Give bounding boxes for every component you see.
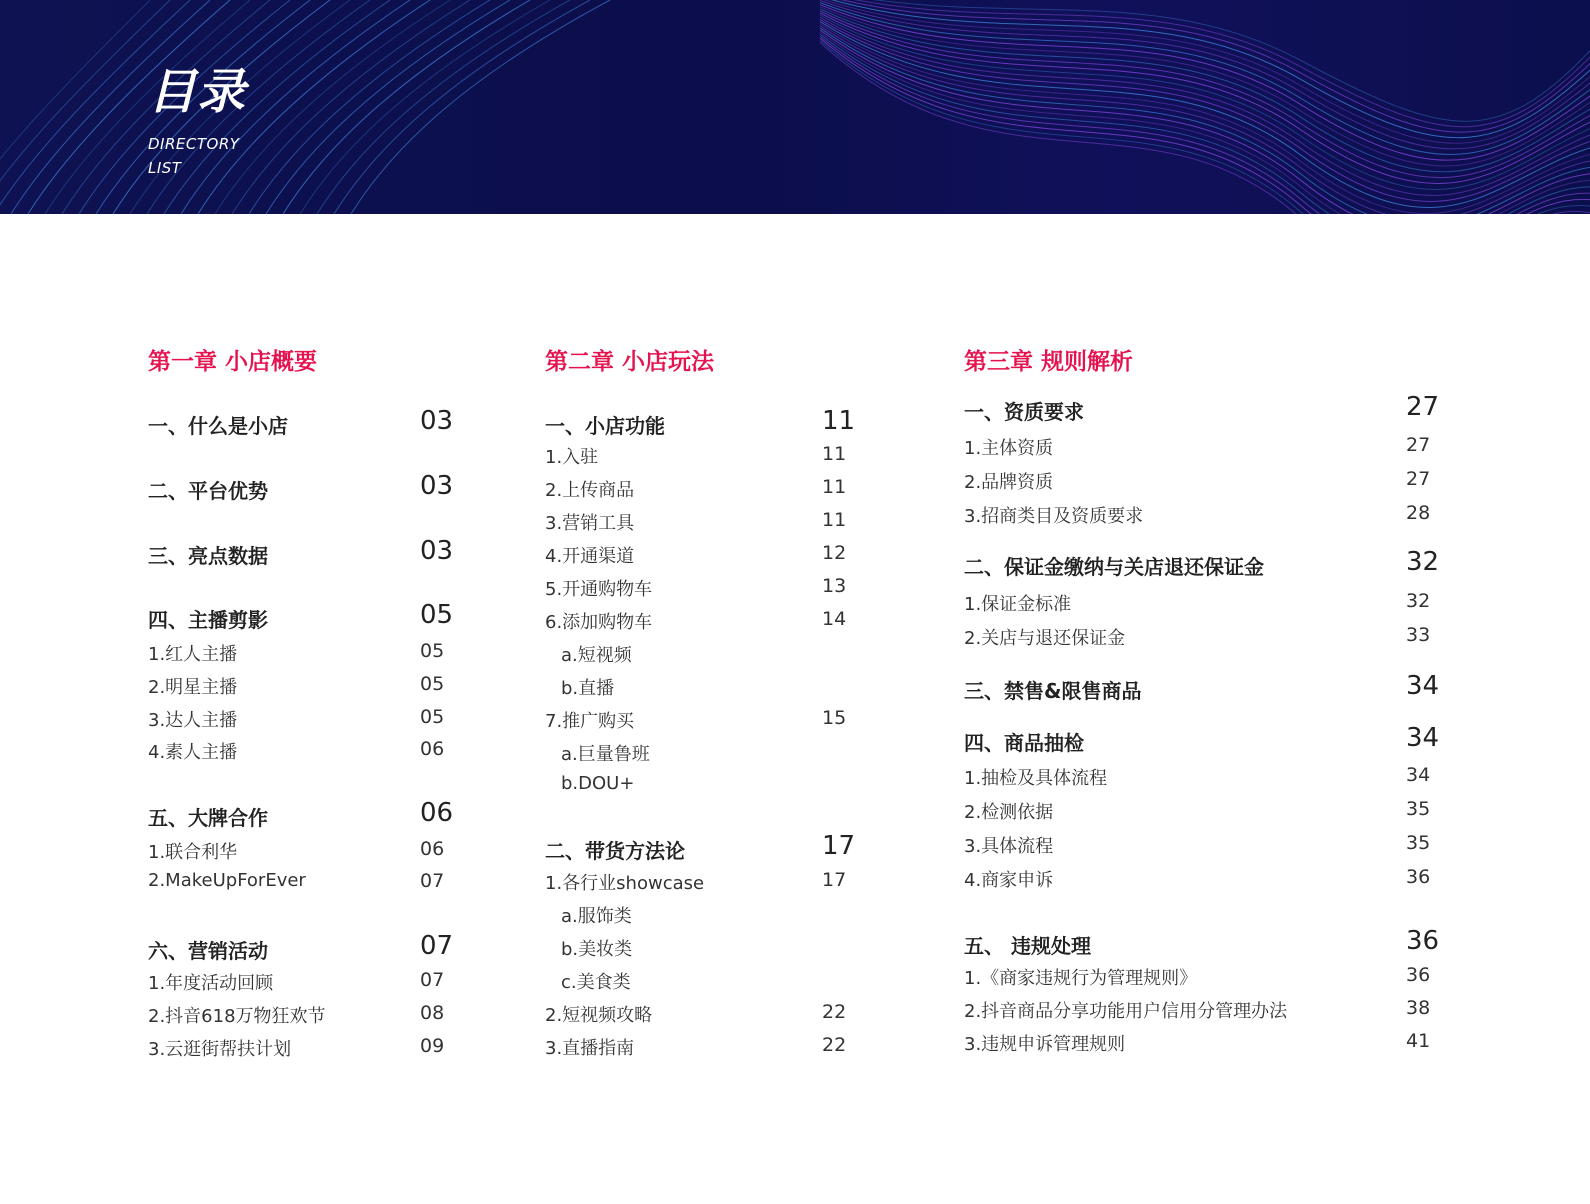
toc-entry-label: 1.联合利华 xyxy=(148,842,238,863)
toc-entry-item[interactable] xyxy=(964,1030,1125,1056)
toc-entry-label: 五、 违规处理 xyxy=(964,934,1091,958)
toc-entry-page: 07 xyxy=(420,931,454,961)
toc-entry-section[interactable] xyxy=(545,835,685,864)
toc-entry-page: 27 xyxy=(1406,392,1440,422)
page-subtitle-line2: LIST xyxy=(148,159,182,177)
header-banner xyxy=(0,0,1590,214)
wave-line xyxy=(820,32,1590,214)
toc-entry-page: 06 xyxy=(420,838,445,860)
title-block xyxy=(148,62,246,180)
toc-entry-item[interactable] xyxy=(964,997,1287,1023)
toc-entry-page: 05 xyxy=(420,600,454,630)
toc-entry-item[interactable] xyxy=(964,798,1053,824)
toc-entry-page: 17 xyxy=(822,831,856,861)
toc-entry-page: 34 xyxy=(1406,764,1431,786)
toc-entry-page: 08 xyxy=(420,1002,445,1024)
toc-entry-label: 二、带货方法论 xyxy=(545,839,685,863)
toc-entry-page: 34 xyxy=(1406,723,1440,753)
toc-entry-section[interactable] xyxy=(148,475,268,504)
toc-entry-label: 五、大牌合作 xyxy=(148,806,268,830)
toc-entry-page: 36 xyxy=(1406,926,1440,956)
toc-entry-label: 1.年度活动回顾 xyxy=(148,973,274,994)
toc-entry-section[interactable] xyxy=(964,675,1141,704)
toc-entry-label: 2.短视频攻略 xyxy=(545,1005,653,1026)
toc-entry-section[interactable] xyxy=(148,540,268,569)
toc-entry-item[interactable] xyxy=(964,832,1053,858)
toc-entry-page: 33 xyxy=(1406,624,1431,646)
toc-entry-item[interactable] xyxy=(545,608,652,634)
toc-entry-label: a.巨量鲁班 xyxy=(561,744,650,765)
toc-entry-label: 一、资质要求 xyxy=(964,400,1084,424)
toc-entry-page: 36 xyxy=(1406,866,1431,888)
toc-entry-item[interactable] xyxy=(964,468,1053,494)
toc-entry-page: 32 xyxy=(1406,590,1431,612)
toc-entry-page: 36 xyxy=(1406,964,1431,986)
toc-entry-label: 1.主体资质 xyxy=(964,438,1054,459)
toc-entry-label: 2.抖音618万物狂欢节 xyxy=(148,1006,326,1027)
toc-entry-sub[interactable] xyxy=(545,902,632,928)
toc-entry-item[interactable] xyxy=(148,838,237,864)
wave-line xyxy=(249,0,490,214)
toc-entry-page: 07 xyxy=(420,969,445,991)
toc-entry-label: b.美妆类 xyxy=(561,939,633,960)
toc-entry-label: 4.开通渠道 xyxy=(545,546,635,567)
toc-entry-label: 一、小店功能 xyxy=(545,414,665,438)
toc-entry-label: 2.上传商品 xyxy=(545,480,635,501)
toc-entry-label: 1.抽检及具体流程 xyxy=(964,768,1108,789)
toc-entry-section[interactable] xyxy=(148,410,288,439)
wave-line xyxy=(334,0,590,214)
page-title: 目录 xyxy=(148,64,247,120)
toc-entry-label: 1.各行业showcase xyxy=(545,873,705,894)
toc-entry-sub[interactable] xyxy=(545,740,650,766)
toc-entry-label: 2.关店与退还保证金 xyxy=(964,628,1126,649)
toc-entry-label: 3.违规申诉管理规则 xyxy=(964,1034,1126,1055)
toc-entry-page: 14 xyxy=(822,608,847,630)
toc-entry-page: 13 xyxy=(822,575,847,597)
toc-entry-section[interactable] xyxy=(964,930,1091,959)
toc-entry-label: 四、主播剪影 xyxy=(148,608,268,632)
toc-entry-item[interactable] xyxy=(964,502,1143,528)
toc-entry-label: a.短视频 xyxy=(561,645,632,666)
chapter-title: 第一章 小店概要 xyxy=(148,349,318,375)
toc-entry-section[interactable] xyxy=(964,551,1264,580)
toc-entry-page: 34 xyxy=(1406,671,1440,701)
toc-entry-page: 15 xyxy=(822,707,847,729)
toc-entry-item[interactable] xyxy=(148,1035,291,1061)
wave-line xyxy=(317,0,570,214)
toc-entry-label: 4.商家申诉 xyxy=(964,870,1054,891)
toc-entry-label: b.DOU+ xyxy=(561,773,635,794)
wave-line xyxy=(300,0,550,214)
toc-entry-page: 38 xyxy=(1406,997,1431,1019)
toc-entry-item[interactable] xyxy=(545,509,634,535)
toc-entry-item[interactable] xyxy=(545,476,634,502)
toc-entry-item[interactable] xyxy=(964,764,1107,790)
toc-entry-item[interactable] xyxy=(964,964,1197,990)
toc-entry-page: 11 xyxy=(822,443,847,465)
toc-entry-label: 二、保证金缴纳与关店退还保证金 xyxy=(964,555,1264,579)
toc-entry-page: 03 xyxy=(420,471,454,501)
toc-entry-label: 2.品牌资质 xyxy=(964,472,1054,493)
toc-entry-page: 06 xyxy=(420,738,445,760)
toc-entry-label: 3.达人主播 xyxy=(148,710,238,731)
toc-entry-item[interactable] xyxy=(148,673,237,699)
wave-line xyxy=(283,0,530,214)
wave-line xyxy=(351,0,610,214)
toc-entry-label: c.美食类 xyxy=(561,972,631,993)
page-subtitle-line1: DIRECTORY xyxy=(148,135,240,153)
toc-entry-page: 11 xyxy=(822,509,847,531)
toc-entry-item[interactable] xyxy=(964,866,1053,892)
toc-entry-item[interactable] xyxy=(148,1002,326,1028)
wave-line xyxy=(232,0,470,214)
toc-entry-item[interactable] xyxy=(545,1034,634,1060)
wave-line xyxy=(266,0,510,214)
toc-entry-page: 11 xyxy=(822,476,847,498)
toc-entry-section[interactable] xyxy=(148,802,268,831)
toc-entry-item[interactable] xyxy=(545,869,704,895)
toc-entry-page: 27 xyxy=(1406,468,1431,490)
toc-entry-sub[interactable] xyxy=(545,773,634,794)
toc-entry-page: 06 xyxy=(420,798,454,828)
toc-entry-page: 05 xyxy=(420,640,445,662)
toc-entry-label: 5.开通购物车 xyxy=(545,579,653,600)
toc-entry-item[interactable] xyxy=(964,624,1125,650)
toc-entry-label: 7.推广购买 xyxy=(545,711,635,732)
toc-entry-sub[interactable] xyxy=(545,674,614,700)
toc-entry-label: 2.检测依据 xyxy=(964,802,1054,823)
wave-line xyxy=(820,0,1590,143)
toc-entry-item[interactable] xyxy=(148,969,273,995)
wave-line xyxy=(0,0,150,214)
toc-entry-label: 2.MakeUpForEver xyxy=(148,870,306,891)
toc-entry-item[interactable] xyxy=(964,590,1071,616)
toc-entry-label: 1.保证金标准 xyxy=(964,594,1072,615)
toc-entry-sub[interactable] xyxy=(545,641,632,667)
toc-entry-label: 六、营销活动 xyxy=(148,939,268,963)
toc-entry-page: 41 xyxy=(1406,1030,1431,1052)
toc-entry-page: 28 xyxy=(1406,502,1431,524)
toc-entry-page: 11 xyxy=(822,406,856,436)
toc-entry-section[interactable] xyxy=(964,396,1084,425)
toc-entry-section[interactable] xyxy=(148,604,268,633)
toc-entry-label: 三、禁售&限售商品 xyxy=(964,679,1142,703)
toc-entry-page: 03 xyxy=(420,536,454,566)
toc-entry-section[interactable] xyxy=(964,727,1084,756)
toc-entry-item[interactable] xyxy=(545,707,634,733)
toc-entry-label: 3.具体流程 xyxy=(964,836,1054,857)
toc-entry-label: 一、什么是小店 xyxy=(148,414,288,438)
toc-entry-page: 12 xyxy=(822,542,847,564)
toc-entry-label: 3.招商类目及资质要求 xyxy=(964,506,1144,527)
toc-entry-item[interactable] xyxy=(545,443,598,469)
toc-entry-page: 03 xyxy=(420,406,454,436)
toc-entry-item[interactable] xyxy=(148,706,237,732)
wave-line xyxy=(820,0,1590,121)
toc-entry-label: 四、商品抽检 xyxy=(964,731,1084,755)
toc-entry-label: 3.直播指南 xyxy=(545,1038,635,1059)
toc-entry-page: 27 xyxy=(1406,434,1431,456)
toc-entry-item[interactable] xyxy=(545,575,652,601)
toc-entry-sub[interactable] xyxy=(545,935,632,961)
toc-entry-page: 35 xyxy=(1406,798,1431,820)
toc-entry-page: 22 xyxy=(822,1034,847,1056)
toc-entry-label: 4.素人主播 xyxy=(148,742,238,763)
toc-entry-item[interactable] xyxy=(545,1001,652,1027)
toc-entry-section[interactable] xyxy=(148,935,268,964)
toc-entry-label: 1.《商家违规行为管理规则》 xyxy=(964,968,1198,989)
toc-entry-label: 三、亮点数据 xyxy=(148,544,268,568)
toc-entry-item[interactable] xyxy=(964,434,1053,460)
toc-entry-label: 2.明星主播 xyxy=(148,677,238,698)
toc-entry-item[interactable] xyxy=(148,738,237,764)
toc-entry-page: 09 xyxy=(420,1035,445,1057)
toc-entry-label: 二、平台优势 xyxy=(148,479,268,503)
toc-entry-page: 17 xyxy=(822,869,847,891)
toc-entry-page: 32 xyxy=(1406,547,1440,577)
toc-entry-section[interactable] xyxy=(545,410,665,439)
toc-entry-label: 2.抖音商品分享功能用户信用分管理办法 xyxy=(964,1001,1288,1022)
toc-entry-label: 3.营销工具 xyxy=(545,513,635,534)
wave-line xyxy=(820,43,1590,215)
chapter-title: 第二章 小店玩法 xyxy=(545,349,715,375)
toc-entry-label: b.直播 xyxy=(561,678,615,699)
toc-entry-label: 6.添加购物车 xyxy=(545,612,653,633)
toc-entry-label: 3.云逛街帮扶计划 xyxy=(148,1039,292,1060)
toc-entry-sub[interactable] xyxy=(545,968,631,994)
toc-entry-item[interactable] xyxy=(545,542,634,568)
chapter-title: 第三章 规则解析 xyxy=(964,349,1134,375)
toc-entry-page: 05 xyxy=(420,706,445,728)
toc-entry-page: 22 xyxy=(822,1001,847,1023)
toc-entry-label: a.服饰类 xyxy=(561,906,632,927)
toc-entry-item[interactable] xyxy=(148,870,306,891)
toc-entry-page: 35 xyxy=(1406,832,1431,854)
toc-entry-label: 1.入驻 xyxy=(545,447,599,468)
toc-entry-page: 07 xyxy=(420,870,445,892)
wave-line xyxy=(0,0,170,214)
toc-entry-label: 1.红人主播 xyxy=(148,644,238,665)
toc-entry-page: 05 xyxy=(420,673,445,695)
toc-entry-item[interactable] xyxy=(148,640,237,666)
